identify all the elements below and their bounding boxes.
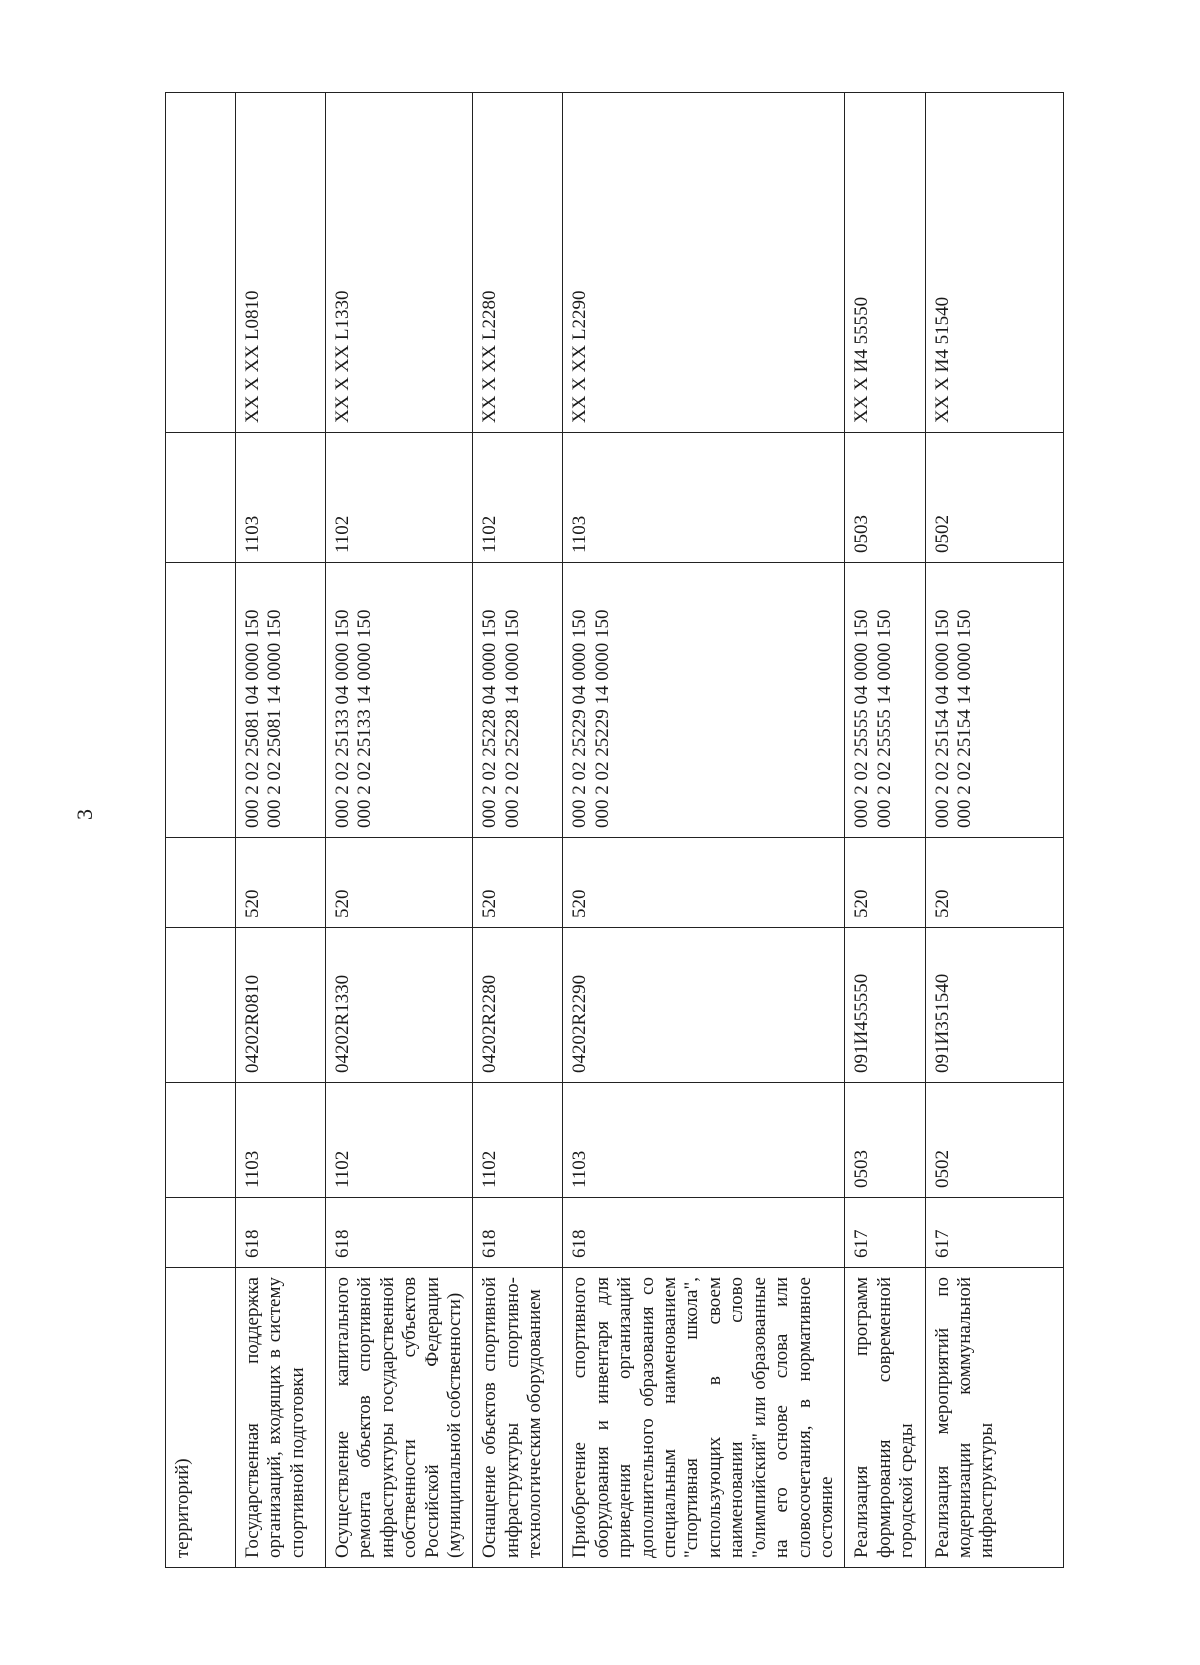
continuation-cell: территорий) [166,1268,236,1568]
row-name: Реализация программ формирования современной городской среды [845,1268,925,1568]
document-table-rotated [165,93,1030,1568]
row-code: XX X И4 55550 [845,93,925,433]
table-row-continuation [166,93,236,1568]
row-expense-type: 520 [473,838,563,928]
row-name: Реализация мероприятий по модернизации коммунальной инфраструктуры [925,1268,1063,1568]
row-target-article: 04202R2290 [563,928,845,1083]
row-target-article: 04202R0810 [236,928,326,1083]
row-code: XX X XX L2280 [473,93,563,433]
row-expense-type: 520 [563,838,845,928]
row-income-codes: 000 2 02 25154 04 0000 150 000 2 02 25154 14 0000 150 [925,563,1063,838]
row-admin: 618 [473,1198,563,1268]
row-section: 1102 [326,1083,473,1198]
row-admin: 618 [563,1198,845,1268]
row-expense-type: 520 [326,838,473,928]
table-row [473,93,563,1568]
row-income-codes: 000 2 02 25133 04 0000 150 000 2 02 25133 14 0000 150 [326,563,473,838]
budget-table [165,92,1064,1568]
row-name: Осуществление капитального ремонта объектов спортивной инфраструктуры государственной собственности субъектов Российской Федерации (муниципальной собственности) [326,1268,473,1568]
row-target-article: 091И351540 [925,928,1063,1083]
row-code: XX X И4 51540 [925,93,1063,433]
row-income-codes: 000 2 02 25228 04 0000 150 000 2 02 25228 14 0000 150 [473,563,563,838]
row-section: 0503 [845,1083,925,1198]
row-section: 1103 [236,1083,326,1198]
row-target-article: 091И455550 [845,928,925,1083]
row-name: Государственная поддержка организаций, входящих в систему спортивной подготовки [236,1268,326,1568]
row-target-article: 04202R2280 [473,928,563,1083]
row-name: Приобретение спортивного оборудования и инвентаря для приведения организаций дополнительного образования со специальным наименованием "спортивная школа", использующих в своем наименовании слово "олимпийский" или образованные на его основе слова или словосочетания, в нормативное состояние [563,1268,845,1568]
row-section2: 1102 [326,433,473,563]
row-code: XX X XX L2290 [563,93,845,433]
row-section2: 0503 [845,433,925,563]
row-income-codes: 000 2 02 25555 04 0000 150 000 2 02 25555 14 0000 150 [845,563,925,838]
table-row [925,93,1063,1568]
row-section2: 0502 [925,433,1063,563]
table-row [326,93,473,1568]
row-admin: 617 [925,1198,1063,1268]
row-income-codes: 000 2 02 25081 04 0000 150 000 2 02 25081 14 0000 150 [236,563,326,838]
row-code: XX X XX L0810 [236,93,326,433]
row-admin: 618 [326,1198,473,1268]
row-target-article: 04202R1330 [326,928,473,1083]
row-code: XX X XX L1330 [326,93,473,433]
row-income-codes: 000 2 02 25229 04 0000 150 000 2 02 25229 14 0000 150 [563,563,845,838]
table-row [845,93,925,1568]
row-section2: 1102 [473,433,563,563]
row-admin: 618 [236,1198,326,1268]
row-section: 1103 [563,1083,845,1198]
row-name: Оснащение объектов спортивной инфраструктуры спортивно-технологическим оборудованием [473,1268,563,1568]
row-expense-type: 520 [236,838,326,928]
row-section2: 1103 [563,433,845,563]
row-expense-type: 520 [845,838,925,928]
page-number: 3 [72,809,97,820]
row-section: 1102 [473,1083,563,1198]
table-row [563,93,845,1568]
row-expense-type: 520 [925,838,1063,928]
row-section2: 1103 [236,433,326,563]
table-row [236,93,326,1568]
row-section: 0502 [925,1083,1063,1198]
row-admin: 617 [845,1198,925,1268]
